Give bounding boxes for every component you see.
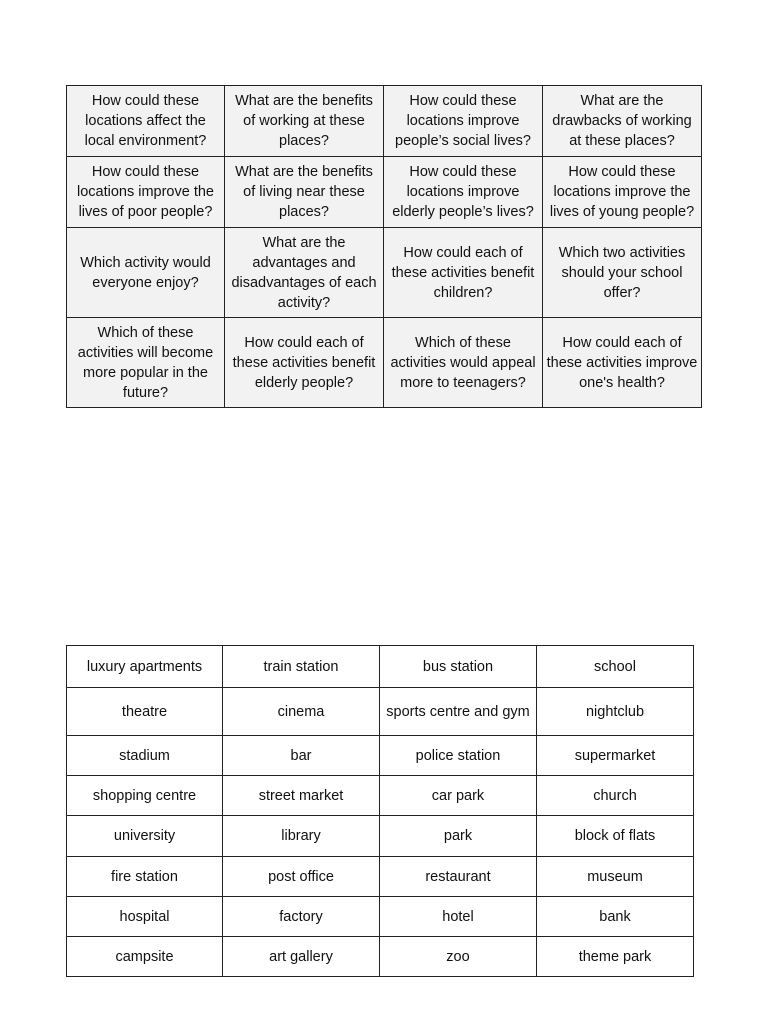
question-card: How could each of these activities benefit children? (384, 228, 543, 318)
place-cell: university (67, 816, 223, 857)
place-cell: park (380, 816, 537, 857)
place-cell: art gallery (223, 937, 380, 977)
place-cell: street market (223, 776, 380, 816)
place-cell: supermarket (537, 736, 694, 776)
question-card: What are the benefits of working at these places? (225, 86, 384, 157)
places-row (67, 857, 694, 897)
question-card: How could these locations improve elderly people’s lives? (384, 157, 543, 228)
places-row (67, 736, 694, 776)
question-card: Which activity would everyone enjoy? (67, 228, 225, 318)
place-cell: stadium (67, 736, 223, 776)
place-cell: factory (223, 897, 380, 937)
place-cell: bank (537, 897, 694, 937)
places-table (66, 645, 694, 977)
place-cell: hotel (380, 897, 537, 937)
places-row (67, 937, 694, 977)
place-cell: train station (223, 646, 380, 688)
place-cell: hospital (67, 897, 223, 937)
places-row (67, 816, 694, 857)
question-cards-table (66, 85, 702, 408)
question-card: How could these locations improve people’s social lives? (384, 86, 543, 157)
place-cell: theme park (537, 937, 694, 977)
question-card: How could these locations improve the lives of young people? (543, 157, 702, 228)
place-cell: luxury apartments (67, 646, 223, 688)
places-row (67, 646, 694, 688)
question-row (67, 157, 702, 228)
question-card: What are the drawbacks of working at these places? (543, 86, 702, 157)
question-card: Which of these activities would appeal more to teenagers? (384, 318, 543, 408)
place-cell: bus station (380, 646, 537, 688)
question-card: How could each of these activities improve one's health? (543, 318, 702, 408)
place-cell: bar (223, 736, 380, 776)
place-cell: restaurant (380, 857, 537, 897)
question-card: How could these locations affect the local environment? (67, 86, 225, 157)
place-cell: campsite (67, 937, 223, 977)
question-card: Which of these activities will become more popular in the future? (67, 318, 225, 408)
place-cell: church (537, 776, 694, 816)
question-card: How could these locations improve the lives of poor people? (67, 157, 225, 228)
question-row (67, 318, 702, 408)
place-cell: car park (380, 776, 537, 816)
place-cell: police station (380, 736, 537, 776)
question-card: Which two activities should your school offer? (543, 228, 702, 318)
question-row (67, 86, 702, 157)
question-card: How could each of these activities benefit elderly people? (225, 318, 384, 408)
place-cell: block of flats (537, 816, 694, 857)
place-cell: nightclub (537, 688, 694, 736)
place-cell: post office (223, 857, 380, 897)
places-row (67, 776, 694, 816)
question-row (67, 228, 702, 318)
place-cell: zoo (380, 937, 537, 977)
place-cell: school (537, 646, 694, 688)
places-row (67, 688, 694, 736)
place-cell: cinema (223, 688, 380, 736)
place-cell: library (223, 816, 380, 857)
place-cell: sports centre and gym (380, 688, 537, 736)
question-card: What are the benefits of living near these places? (225, 157, 384, 228)
place-cell: theatre (67, 688, 223, 736)
place-cell: fire station (67, 857, 223, 897)
place-cell: museum (537, 857, 694, 897)
question-card: What are the advantages and disadvantages of each activity? (225, 228, 384, 318)
places-row (67, 897, 694, 937)
place-cell: shopping centre (67, 776, 223, 816)
